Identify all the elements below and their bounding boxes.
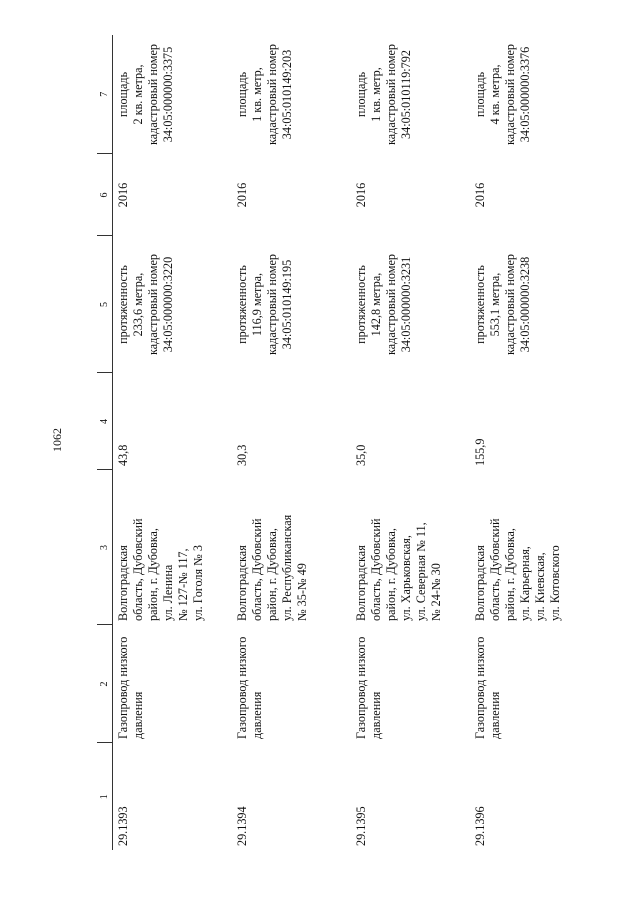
column-header-4: 4 xyxy=(97,373,113,470)
rotated-sheet xyxy=(97,35,612,850)
object-year: 2016 xyxy=(116,182,130,208)
table-row xyxy=(470,35,589,850)
object-characteristics: протяженность 116,9 метра, кадастровый номер 34:05:010149:195 xyxy=(235,254,294,355)
row-id: 29.1393 xyxy=(116,806,130,846)
land-plot-info: площадь 2 кв. метра, кадастровый номер 34:05:000000:3375 xyxy=(116,44,175,145)
object-value: 30,3 xyxy=(235,444,249,466)
registry-table xyxy=(97,35,589,850)
land-plot-info: площадь 1 кв. метр, кадастровый номер 34:05:010149:203 xyxy=(235,44,294,145)
table-row xyxy=(232,35,351,850)
row-id: 29.1396 xyxy=(473,806,487,846)
page-number: 1062 xyxy=(50,428,64,452)
object-value: 35,0 xyxy=(354,444,368,466)
column-header-2: 2 xyxy=(97,625,113,743)
object-year: 2016 xyxy=(235,182,249,208)
object-address: Волгоградская область, Дубовский район, г. Дубовка, ул. Харьковская, ул. Северная № 11, № 24-№ 30 xyxy=(354,518,443,621)
object-address: Волгоградская область, Дубовский район, г. Дубовка, ул. Республиканская № 35-№ 49 xyxy=(235,514,309,621)
column-number-row xyxy=(97,35,113,850)
column-header-5: 5 xyxy=(97,236,113,373)
land-plot-info: площадь 4 кв. метра, кадастровый номер 34:05:000000:3376 xyxy=(473,44,532,145)
object-name: Газопровод низкого давления xyxy=(473,636,502,739)
object-characteristics: протяженность 233,6 метра, кадастровый номер 34:05:000000:3220 xyxy=(116,254,175,355)
table-row xyxy=(113,35,233,850)
column-header-7: 7 xyxy=(97,35,113,154)
object-address: Волгоградская область, Дубовский район, г. Дубовка, ул. Ленина № 127-№ 117, ул. Гоголя № 3 xyxy=(116,518,205,621)
object-year: 2016 xyxy=(354,182,368,208)
object-year: 2016 xyxy=(473,182,487,208)
column-header-3: 3 xyxy=(97,470,113,625)
column-header-6: 6 xyxy=(97,154,113,236)
land-plot-info: площадь 1 кв. метр, кадастровый номер 34:05:010119:792 xyxy=(354,44,413,145)
object-address: Волгоградская область, Дубовский район, г. Дубовка, ул. Карьерная, ул. Киевская, ул. Котовского xyxy=(473,518,562,621)
object-name: Газопровод низкого давления xyxy=(116,636,145,739)
object-value: 43,8 xyxy=(116,444,130,466)
object-value: 155,9 xyxy=(473,438,487,466)
object-characteristics: протяженность 553,1 метра, кадастровый номер 34:05:000000:3238 xyxy=(473,254,532,355)
object-name: Газопровод низкого давления xyxy=(354,636,383,739)
object-name: Газопровод низкого давления xyxy=(235,636,264,739)
column-header-1: 1 xyxy=(97,743,113,850)
object-characteristics: протяженность 142,8 метра, кадастровый номер 34:05:000000:3231 xyxy=(354,254,413,355)
table-row xyxy=(351,35,470,850)
row-id: 29.1395 xyxy=(354,806,368,846)
row-id: 29.1394 xyxy=(235,806,249,846)
